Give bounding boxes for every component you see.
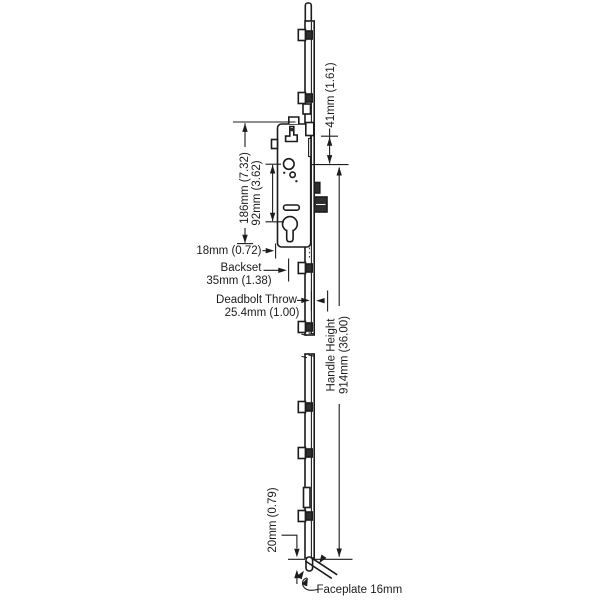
leader-elbow bbox=[282, 535, 297, 548]
roller-cam bbox=[298, 322, 312, 333]
arrow-down bbox=[337, 549, 342, 558]
arrow-up bbox=[327, 137, 332, 146]
arrow-right bbox=[266, 248, 275, 253]
dim-186mm-label: 186mm (7.32) bbox=[238, 151, 251, 224]
handle-screw-slot bbox=[284, 205, 300, 210]
arrow-down bbox=[270, 213, 275, 222]
roller-cam-body bbox=[306, 323, 313, 331]
roller-cam-body bbox=[306, 264, 313, 272]
roller-cam-body bbox=[306, 403, 313, 411]
arrow-left bbox=[316, 298, 325, 303]
rivet-dot bbox=[295, 180, 297, 182]
euro-cylinder-hole bbox=[283, 217, 298, 232]
faceplate-section-line bbox=[311, 557, 337, 574]
dim-18mm-label: 18mm (0.72) bbox=[196, 244, 262, 257]
arrow-down bbox=[327, 155, 332, 164]
deadbolt-throw-label: Deadbolt Throw bbox=[216, 293, 297, 306]
gearbox-case bbox=[272, 117, 328, 247]
arrow-down bbox=[294, 549, 299, 558]
roller-cam bbox=[298, 93, 312, 104]
cylinder-keyway bbox=[287, 230, 293, 242]
roller-cam bbox=[298, 448, 312, 459]
handle-height-label: Handle Height bbox=[325, 318, 338, 392]
dim-41mm bbox=[321, 129, 338, 164]
roller-cam-nub bbox=[298, 448, 305, 459]
dim-41mm-label: 41mm (1.61) bbox=[324, 62, 337, 128]
faceplate-rail-assembly bbox=[302, 3, 315, 558]
roller-cam-nub bbox=[298, 402, 305, 413]
deadbolt-throw-value: 25.4mm (1.00) bbox=[224, 306, 300, 319]
case-top-step bbox=[289, 117, 299, 124]
arrow-up bbox=[242, 123, 247, 131]
roller-cam bbox=[298, 30, 312, 41]
roller-cam-nub bbox=[298, 93, 305, 104]
backset-label: Backset bbox=[220, 261, 262, 274]
handle-height-value: 914mm (36.00) bbox=[338, 316, 350, 394]
slider-block bbox=[304, 488, 311, 508]
roller-cam-body bbox=[306, 512, 313, 520]
arrow-up bbox=[337, 167, 342, 176]
roller-cam-nub bbox=[298, 511, 305, 522]
spindle-follower-hole bbox=[284, 159, 295, 170]
latch-slot bbox=[309, 139, 311, 157]
rivet-dot bbox=[283, 172, 285, 174]
roller-cam-nub bbox=[298, 322, 305, 333]
dim-20mm-label: 20mm (0.79) bbox=[266, 487, 279, 553]
top-shootbolt-rod bbox=[305, 3, 311, 22]
roller-cam-body bbox=[306, 31, 313, 39]
pawl-pivot bbox=[290, 128, 294, 132]
roller-cam bbox=[298, 511, 312, 522]
dim-18mm bbox=[263, 244, 276, 259]
cam-bracket bbox=[303, 104, 311, 114]
arrow-down bbox=[242, 235, 247, 244]
arrow-up bbox=[270, 165, 275, 174]
roller-cam-nub bbox=[298, 263, 305, 274]
roller-cam bbox=[298, 263, 312, 274]
arrow-right bbox=[278, 268, 287, 273]
roller-cam-body bbox=[306, 94, 313, 102]
faceplate-label: Faceplate 16mm bbox=[316, 583, 403, 596]
backset-value: 35mm (1.38) bbox=[206, 274, 272, 287]
roller-cam-nub bbox=[298, 30, 305, 41]
small-fixing-hole bbox=[290, 172, 295, 177]
roller-cam bbox=[298, 402, 312, 413]
roller-cam-body bbox=[306, 449, 313, 457]
latch-carrier bbox=[306, 123, 314, 136]
case-fixing-tab bbox=[272, 140, 278, 149]
handle-height-label-block bbox=[326, 316, 351, 394]
latchbolt bbox=[314, 183, 319, 194]
dim-92mm-label: 92mm (3.62) bbox=[250, 160, 263, 226]
